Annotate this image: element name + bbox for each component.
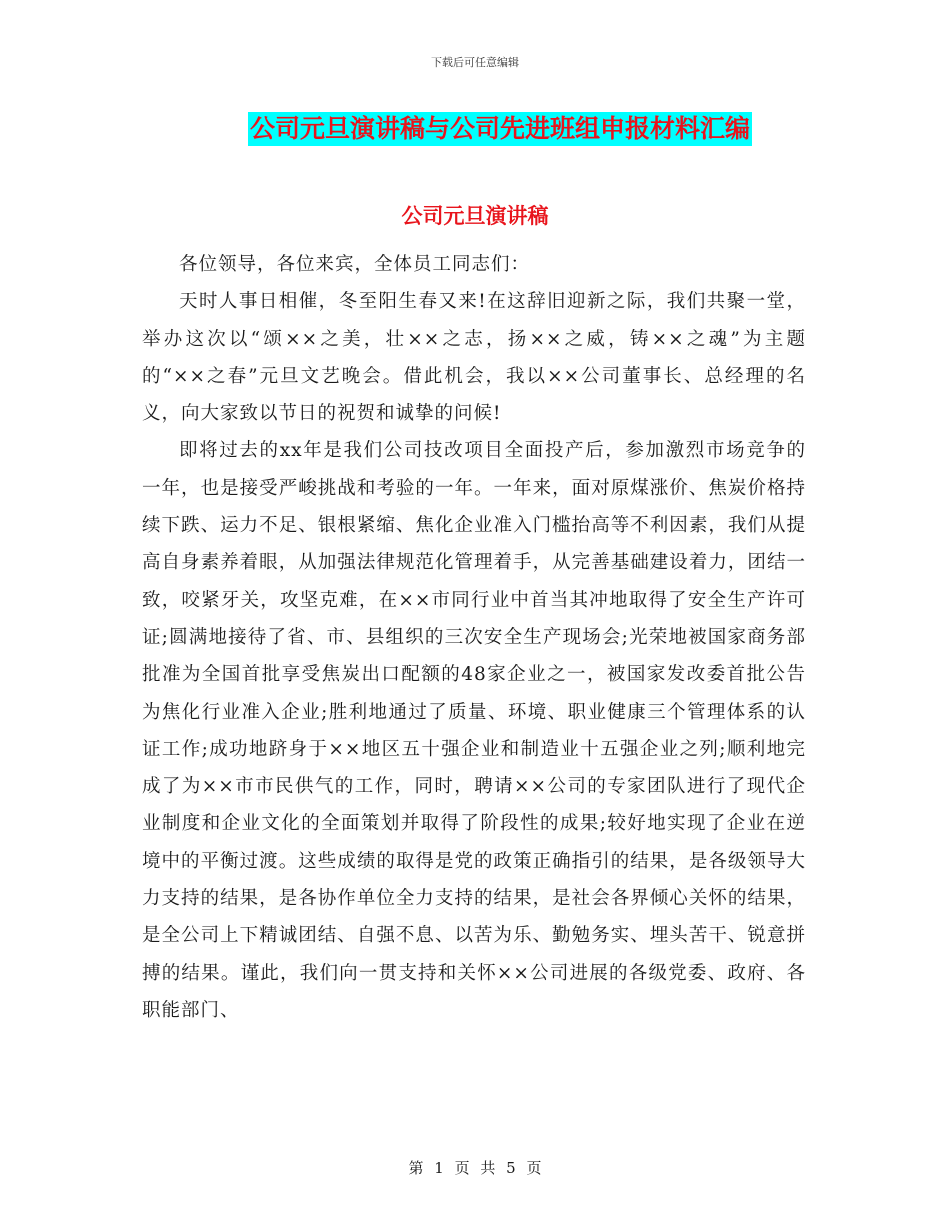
page-number-footer: 第 1 页 共 5 页 [408,1159,542,1177]
document-body [142,246,806,1029]
paragraph-salutation: 各位领导，各位来宾，全体员工同志们： [179,254,531,275]
paragraph-greeting: 天时人事日相催，冬至阳生春又来!在这辞旧迎新之际，我们共聚一堂，举办这次以“颂××之美，壮××之志，扬××之威，铸××之魂”为主题的“××之春”元旦文艺晚会。借此机会，我以××公司董事长、总经理的名义，向大家致以节日的祝贺和诚挚的问候! [142,291,806,425]
paragraph-review: 即将过去的xx年是我们公司技改项目全面投产后，参加激烈市场竞争的一年，也是接受严峻挑战和考验的一年。一年来，面对原煤涨价、焦炭价格持续下跌、运力不足、银根紧缩、焦化企业准入门槛抬高等不利因素，我们从提高自身素养着眼，从加强法律规范化管理着手，从完善基础建设着力，团结一致，咬紧牙关，攻坚克难，在××市同行业中首当其冲地取得了安全生产许可证;圆满地接待了省、市、县组织的三次安全生产现场会;光荣地被国家商务部批准为全国首批享受焦炭出口配额的48家企业之一，被国家发改委首批公告为焦化行业准入企业;胜利地通过了质量、环境、职业健康三个管理体系的认证工作;成功地跻身于××地区五十强企业和制造业十五强企业之列;顺利地完成了为××市市民供气的工作，同时，聘请××公司的专家团队进行了现代企业制度和企业文化的全面策划并取得了阶段性的成果;较好地实现了企业在逆境中的平衡过渡。这些成绩的取得是党的政策正确指引的结果，是各级领导大力支持的结果，是各协作单位全力支持的结果，是社会各界倾心关怀的结果，是全公司上下精诚团结、自强不息、以苦为乐、勤勉务实、埋头苦干、锐意拼搏的结果。谨此，我们向一贯支持和关怀××公司进展的各级党委、政府、各职能部门、 [142,440,806,1021]
document-title: 公司元旦演讲稿与公司先进班组申报材料汇编 [248,112,752,146]
page-header-note: 下载后可任意编辑 [431,56,519,69]
document-title-container [0,112,950,146]
section-title: 公司元旦演讲稿 [401,203,549,228]
